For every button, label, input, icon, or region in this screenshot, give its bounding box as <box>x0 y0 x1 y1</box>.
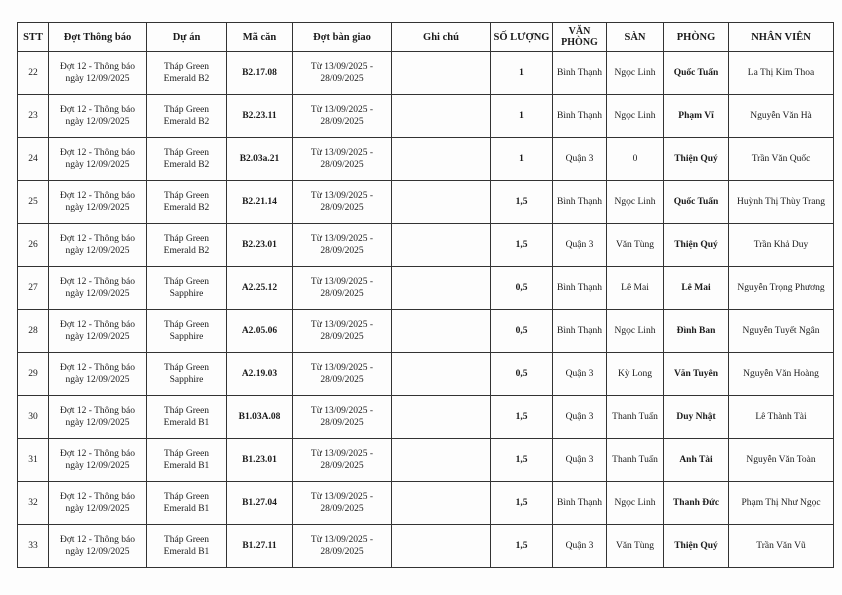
ban-giao-line1: Từ 13/09/2025 - <box>310 277 374 287</box>
cell-ghi-chu <box>392 439 491 482</box>
header-dot-ban-giao: Đợt bàn giao <box>293 23 392 52</box>
dot-line1: Đợt 12 - Thông báo <box>59 449 136 459</box>
dot-line2: ngày 12/09/2025 <box>65 375 130 385</box>
cell-dot-ban-giao <box>293 181 392 224</box>
dot-line2: ngày 12/09/2025 <box>65 547 130 557</box>
dot-line2: ngày 12/09/2025 <box>65 203 130 213</box>
cell-phong: Thanh Đức <box>664 482 729 525</box>
cell-phong: Văn Tuyên <box>664 353 729 396</box>
du-an-line1: Tháp Green <box>163 62 210 72</box>
dot-line2: ngày 12/09/2025 <box>65 246 130 256</box>
cell-dot-thong-bao <box>49 396 147 439</box>
du-an-line2: Emerald B2 <box>163 74 210 84</box>
cell-ghi-chu <box>392 52 491 95</box>
du-an-line1: Tháp Green <box>163 320 210 330</box>
cell-san: Kỳ Long <box>607 353 664 396</box>
ban-giao-line1: Từ 13/09/2025 - <box>310 191 374 201</box>
cell-stt: 23 <box>18 95 49 138</box>
cell-so-luong: 1,5 <box>491 224 553 267</box>
dot-line1: Đợt 12 - Thông báo <box>59 492 136 502</box>
dot-line2: ngày 12/09/2025 <box>65 332 130 342</box>
ban-giao-line2: 28/09/2025 <box>320 203 364 213</box>
ban-giao-line2: 28/09/2025 <box>320 332 364 342</box>
cell-du-an <box>147 52 227 95</box>
cell-nhan-vien: Nguyễn Văn Toàn <box>729 439 834 482</box>
cell-van-phong: Bình Thạnh <box>553 310 607 353</box>
cell-dot-ban-giao <box>293 52 392 95</box>
cell-ghi-chu <box>392 224 491 267</box>
table-row <box>18 310 834 353</box>
header-du-an: Dự án <box>147 23 227 52</box>
header-van-phong-line1: VĂN <box>568 26 591 37</box>
cell-du-an <box>147 267 227 310</box>
du-an-line2: Sapphire <box>169 375 204 385</box>
du-an-line2: Emerald B1 <box>163 418 210 428</box>
cell-van-phong: Quận 3 <box>553 525 607 568</box>
cell-ma-can: B1.23.01 <box>227 439 293 482</box>
cell-so-luong: 1,5 <box>491 525 553 568</box>
ban-giao-line2: 28/09/2025 <box>320 418 364 428</box>
dot-line1: Đợt 12 - Thông báo <box>59 320 136 330</box>
cell-dot-ban-giao <box>293 482 392 525</box>
dot-line2: ngày 12/09/2025 <box>65 461 130 471</box>
dot-line1: Đợt 12 - Thông báo <box>59 191 136 201</box>
du-an-line1: Tháp Green <box>163 492 210 502</box>
cell-dot-thong-bao <box>49 224 147 267</box>
cell-san: Ngọc Linh <box>607 482 664 525</box>
cell-dot-ban-giao <box>293 439 392 482</box>
du-an-line2: Emerald B1 <box>163 461 210 471</box>
header-van-phong <box>553 23 607 52</box>
cell-phong: Lê Mai <box>664 267 729 310</box>
cell-dot-thong-bao <box>49 138 147 181</box>
du-an-line2: Emerald B2 <box>163 160 210 170</box>
cell-san: Thanh Tuấn <box>607 396 664 439</box>
cell-so-luong: 1 <box>491 52 553 95</box>
cell-dot-thong-bao <box>49 52 147 95</box>
du-an-line1: Tháp Green <box>163 449 210 459</box>
dot-line1: Đợt 12 - Thông báo <box>59 535 136 545</box>
ban-giao-line1: Từ 13/09/2025 - <box>310 363 374 373</box>
cell-dot-thong-bao <box>49 525 147 568</box>
header-so-luong: SỐ LƯỢNG <box>491 23 553 52</box>
dot-line2: ngày 12/09/2025 <box>65 504 130 514</box>
cell-stt: 29 <box>18 353 49 396</box>
cell-san: Văn Tùng <box>607 525 664 568</box>
ban-giao-line2: 28/09/2025 <box>320 504 364 514</box>
cell-ma-can: B1.27.11 <box>227 525 293 568</box>
dot-line2: ngày 12/09/2025 <box>65 289 130 299</box>
ban-giao-line1: Từ 13/09/2025 - <box>310 406 374 416</box>
cell-stt: 25 <box>18 181 49 224</box>
table-row <box>18 181 834 224</box>
cell-ma-can: B2.17.08 <box>227 52 293 95</box>
cell-ghi-chu <box>392 396 491 439</box>
cell-van-phong: Quận 3 <box>553 353 607 396</box>
cell-ghi-chu <box>392 310 491 353</box>
header-van-phong-line2: PHÒNG <box>561 37 598 48</box>
cell-stt: 32 <box>18 482 49 525</box>
cell-phong: Quốc Tuấn <box>664 52 729 95</box>
ban-giao-line2: 28/09/2025 <box>320 461 364 471</box>
cell-du-an <box>147 396 227 439</box>
cell-so-luong: 1,5 <box>491 396 553 439</box>
cell-phong: Đình Ban <box>664 310 729 353</box>
du-an-line1: Tháp Green <box>163 406 210 416</box>
dot-line2: ngày 12/09/2025 <box>65 74 130 84</box>
cell-stt: 33 <box>18 525 49 568</box>
cell-van-phong: Bình Thạnh <box>553 52 607 95</box>
table-row <box>18 439 834 482</box>
cell-ma-can: A2.05.06 <box>227 310 293 353</box>
cell-nhan-vien: Nguyễn Văn Hà <box>729 95 834 138</box>
cell-van-phong: Quận 3 <box>553 224 607 267</box>
cell-ghi-chu <box>392 482 491 525</box>
cell-stt: 31 <box>18 439 49 482</box>
du-an-line2: Emerald B1 <box>163 547 210 557</box>
cell-so-luong: 1,5 <box>491 482 553 525</box>
cell-van-phong: Quận 3 <box>553 138 607 181</box>
cell-dot-ban-giao <box>293 138 392 181</box>
ban-giao-line1: Từ 13/09/2025 - <box>310 449 374 459</box>
cell-dot-thong-bao <box>49 95 147 138</box>
table-body <box>18 52 834 568</box>
cell-dot-ban-giao <box>293 353 392 396</box>
cell-ma-can: A2.25.12 <box>227 267 293 310</box>
dot-line1: Đợt 12 - Thông báo <box>59 62 136 72</box>
cell-van-phong: Quận 3 <box>553 439 607 482</box>
cell-san: Lê Mai <box>607 267 664 310</box>
ban-giao-line1: Từ 13/09/2025 - <box>310 148 374 158</box>
cell-du-an <box>147 439 227 482</box>
cell-nhan-vien: Trần Văn Vũ <box>729 525 834 568</box>
cell-stt: 28 <box>18 310 49 353</box>
cell-nhan-vien: Huỳnh Thị Thùy Trang <box>729 181 834 224</box>
cell-ma-can: B2.23.11 <box>227 95 293 138</box>
cell-stt: 27 <box>18 267 49 310</box>
ban-giao-line2: 28/09/2025 <box>320 117 364 127</box>
dot-line2: ngày 12/09/2025 <box>65 160 130 170</box>
cell-phong: Duy Nhật <box>664 396 729 439</box>
cell-stt: 30 <box>18 396 49 439</box>
cell-san: Ngọc Linh <box>607 52 664 95</box>
cell-nhan-vien: Phạm Thị Như Ngọc <box>729 482 834 525</box>
cell-stt: 24 <box>18 138 49 181</box>
cell-dot-thong-bao <box>49 181 147 224</box>
cell-phong: Thiện Quý <box>664 525 729 568</box>
cell-ma-can: B2.21.14 <box>227 181 293 224</box>
du-an-line2: Emerald B2 <box>163 246 210 256</box>
du-an-line1: Tháp Green <box>163 234 210 244</box>
table-row <box>18 525 834 568</box>
cell-ghi-chu <box>392 138 491 181</box>
du-an-line1: Tháp Green <box>163 148 210 158</box>
cell-san: Văn Tùng <box>607 224 664 267</box>
table-row <box>18 224 834 267</box>
ban-giao-line2: 28/09/2025 <box>320 74 364 84</box>
cell-ghi-chu <box>392 181 491 224</box>
header-nhan-vien: NHÂN VIÊN <box>729 23 834 52</box>
table-row <box>18 52 834 95</box>
cell-nhan-vien: Nguyễn Trọng Phương <box>729 267 834 310</box>
cell-du-an <box>147 138 227 181</box>
header-phong: PHÒNG <box>664 23 729 52</box>
cell-dot-ban-giao <box>293 224 392 267</box>
cell-nhan-vien: Trần Văn Quốc <box>729 138 834 181</box>
cell-san: 0 <box>607 138 664 181</box>
dot-line2: ngày 12/09/2025 <box>65 117 130 127</box>
dot-line1: Đợt 12 - Thông báo <box>59 105 136 115</box>
cell-so-luong: 0,5 <box>491 267 553 310</box>
table-row <box>18 267 834 310</box>
cell-ma-can: A2.19.03 <box>227 353 293 396</box>
cell-dot-thong-bao <box>49 439 147 482</box>
cell-dot-thong-bao <box>49 267 147 310</box>
cell-du-an <box>147 482 227 525</box>
assignment-table <box>17 22 834 568</box>
cell-so-luong: 1,5 <box>491 439 553 482</box>
dot-line1: Đợt 12 - Thông báo <box>59 148 136 158</box>
dot-line1: Đợt 12 - Thông báo <box>59 406 136 416</box>
cell-nhan-vien: La Thị Kim Thoa <box>729 52 834 95</box>
du-an-line1: Tháp Green <box>163 191 210 201</box>
cell-dot-thong-bao <box>49 482 147 525</box>
table-row <box>18 482 834 525</box>
cell-so-luong: 1 <box>491 138 553 181</box>
cell-ma-can: B1.03A.08 <box>227 396 293 439</box>
ban-giao-line1: Từ 13/09/2025 - <box>310 62 374 72</box>
du-an-line2: Sapphire <box>169 289 204 299</box>
cell-san: Ngọc Linh <box>607 95 664 138</box>
dot-line1: Đợt 12 - Thông báo <box>59 277 136 287</box>
cell-dot-ban-giao <box>293 310 392 353</box>
cell-du-an <box>147 353 227 396</box>
cell-phong: Thiện Quý <box>664 138 729 181</box>
cell-van-phong: Bình Thạnh <box>553 95 607 138</box>
cell-van-phong: Bình Thạnh <box>553 267 607 310</box>
du-an-line1: Tháp Green <box>163 105 210 115</box>
table-row <box>18 353 834 396</box>
du-an-line1: Tháp Green <box>163 535 210 545</box>
du-an-line2: Emerald B2 <box>163 117 210 127</box>
cell-san: Ngọc Linh <box>607 181 664 224</box>
ban-giao-line1: Từ 13/09/2025 - <box>310 492 374 502</box>
cell-van-phong: Bình Thạnh <box>553 482 607 525</box>
cell-nhan-vien: Trần Khả Duy <box>729 224 834 267</box>
cell-san: Ngọc Linh <box>607 310 664 353</box>
header-stt: STT <box>18 23 49 52</box>
table-row <box>18 138 834 181</box>
ban-giao-line2: 28/09/2025 <box>320 160 364 170</box>
cell-dot-ban-giao <box>293 525 392 568</box>
table-row <box>18 396 834 439</box>
dot-line1: Đợt 12 - Thông báo <box>59 234 136 244</box>
cell-dot-ban-giao <box>293 95 392 138</box>
cell-du-an <box>147 525 227 568</box>
cell-van-phong: Quận 3 <box>553 396 607 439</box>
cell-nhan-vien: Nguyễn Văn Hoàng <box>729 353 834 396</box>
du-an-line2: Emerald B1 <box>163 504 210 514</box>
ban-giao-line1: Từ 13/09/2025 - <box>310 320 374 330</box>
ban-giao-line1: Từ 13/09/2025 - <box>310 105 374 115</box>
du-an-line1: Tháp Green <box>163 277 210 287</box>
cell-phong: Thiện Quý <box>664 224 729 267</box>
cell-ghi-chu <box>392 267 491 310</box>
cell-phong: Quốc Tuấn <box>664 181 729 224</box>
ban-giao-line2: 28/09/2025 <box>320 246 364 256</box>
cell-ma-can: B1.27.04 <box>227 482 293 525</box>
cell-ma-can: B2.23.01 <box>227 224 293 267</box>
cell-nhan-vien: Lê Thành Tài <box>729 396 834 439</box>
cell-du-an <box>147 310 227 353</box>
cell-ghi-chu <box>392 525 491 568</box>
dot-line2: ngày 12/09/2025 <box>65 418 130 428</box>
header-ma-can: Mã căn <box>227 23 293 52</box>
ban-giao-line2: 28/09/2025 <box>320 289 364 299</box>
cell-san: Thanh Tuấn <box>607 439 664 482</box>
header-ghi-chu: Ghi chú <box>392 23 491 52</box>
dot-line1: Đợt 12 - Thông báo <box>59 363 136 373</box>
header-dot-thong-bao: Đợt Thông báo <box>49 23 147 52</box>
cell-dot-ban-giao <box>293 396 392 439</box>
cell-dot-thong-bao <box>49 353 147 396</box>
cell-stt: 22 <box>18 52 49 95</box>
ban-giao-line1: Từ 13/09/2025 - <box>310 234 374 244</box>
cell-du-an <box>147 95 227 138</box>
ban-giao-line2: 28/09/2025 <box>320 375 364 385</box>
cell-stt: 26 <box>18 224 49 267</box>
cell-du-an <box>147 224 227 267</box>
cell-so-luong: 1 <box>491 95 553 138</box>
du-an-line2: Sapphire <box>169 332 204 342</box>
cell-ma-can: B2.03a.21 <box>227 138 293 181</box>
du-an-line1: Tháp Green <box>163 363 210 373</box>
ban-giao-line2: 28/09/2025 <box>320 547 364 557</box>
header-san: SÀN <box>607 23 664 52</box>
cell-dot-ban-giao <box>293 267 392 310</box>
cell-ghi-chu <box>392 353 491 396</box>
cell-so-luong: 0,5 <box>491 353 553 396</box>
cell-phong: Phạm Vĩ <box>664 95 729 138</box>
table-header-row <box>18 23 834 52</box>
cell-so-luong: 1,5 <box>491 181 553 224</box>
cell-van-phong: Bình Thạnh <box>553 181 607 224</box>
cell-dot-thong-bao <box>49 310 147 353</box>
cell-phong: Anh Tài <box>664 439 729 482</box>
cell-so-luong: 0,5 <box>491 310 553 353</box>
cell-nhan-vien: Nguyễn Tuyết Ngân <box>729 310 834 353</box>
du-an-line2: Emerald B2 <box>163 203 210 213</box>
cell-ghi-chu <box>392 95 491 138</box>
ban-giao-line1: Từ 13/09/2025 - <box>310 535 374 545</box>
table-row <box>18 95 834 138</box>
cell-du-an <box>147 181 227 224</box>
